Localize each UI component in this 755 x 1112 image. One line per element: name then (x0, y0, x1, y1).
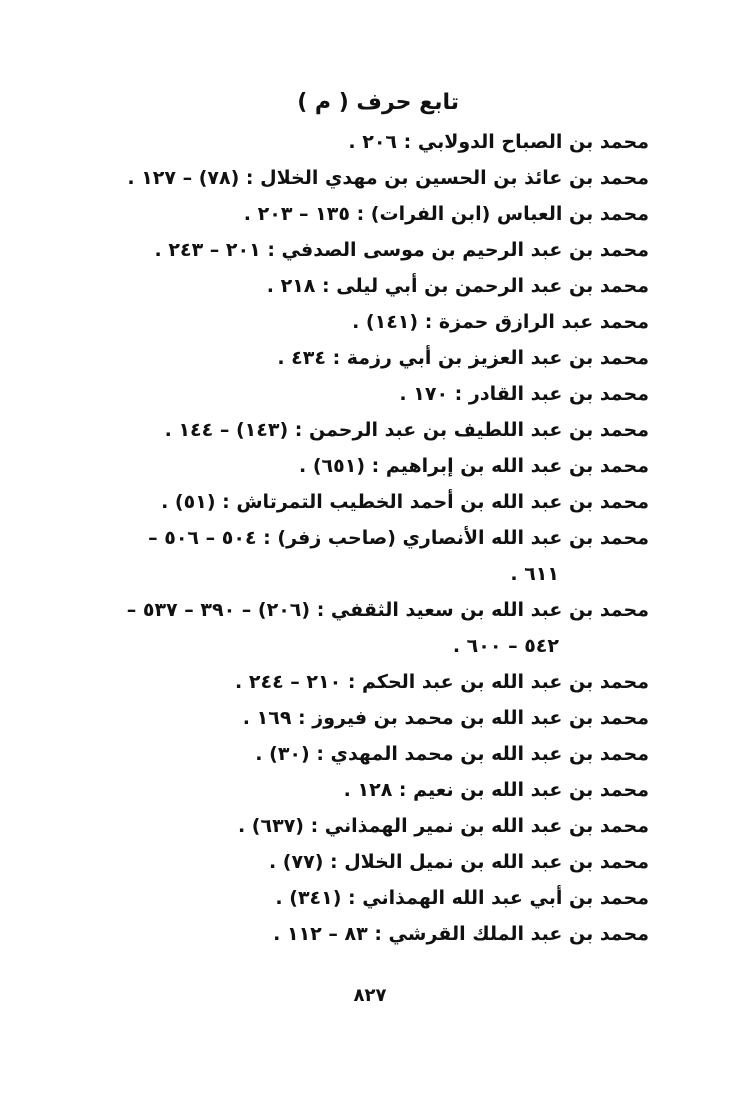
index-entry (89, 520, 649, 592)
entry-text: محمد بن عبد القادر : ١٧٠ . (399, 383, 649, 405)
entry-text: محمد بن عبد الله بن محمد المهدي : (٣٠) . (255, 743, 649, 765)
index-entry (89, 844, 649, 880)
entry-text: محمد بن عبد الله بن عبد الحكم : ٢١٠ – ٢٤٤ . (235, 671, 649, 693)
entry-text: محمد بن عبد الرحمن بن أبي ليلى : ٢١٨ . (266, 275, 649, 297)
entry-text: محمد بن الصباح الدولابي : ٢٠٦ . (348, 131, 649, 153)
entry-text: محمد بن عبد الله بن نمير الهمذاني : (٦٣٧) . (237, 815, 649, 837)
index-entry (89, 448, 649, 484)
index-entry (89, 700, 649, 736)
entry-text: محمد بن عبد الرحيم بن موسى الصدفي : ٢٠١ – ٢٤٣ . (154, 239, 649, 261)
index-entry (89, 268, 649, 304)
index-entry (89, 232, 649, 268)
index-entry (89, 484, 649, 520)
index-entry (89, 592, 649, 664)
entry-text: محمد بن عائذ بن الحسين بن مهدي الخلال : (٧٨) – ١٢٧ . (127, 167, 649, 189)
index-entry (89, 664, 649, 700)
index-entry (89, 124, 649, 160)
index-entries (89, 124, 649, 952)
entry-text: محمد عبد الرازق حمزة : (١٤١) . (352, 311, 649, 333)
entry-text: محمد بن عبد الله بن نعيم : ١٢٨ . (343, 779, 649, 801)
entry-text: محمد بن عبد العزيز بن أبي رزمة : ٤٣٤ . (277, 347, 649, 369)
section-heading: تابع حرف ( م ) (297, 90, 459, 115)
entry-text: محمد بن عبد اللطيف بن عبد الرحمن : (١٤٣) – ١٤٤ . (164, 419, 649, 441)
index-entry (89, 160, 649, 196)
index-entry (89, 916, 649, 952)
index-entry (89, 340, 649, 376)
index-entry (89, 196, 649, 232)
entry-continuation: ٥٤٢ – ٦٠٠ . (452, 635, 559, 657)
entry-text: محمد بن العباس (ابن الفرات) : ١٣٥ – ٢٠٣ . (243, 203, 649, 225)
entry-text: محمد بن عبد الله بن أحمد الخطيب التمرتاش : (٥١) . (161, 491, 649, 513)
index-entry (89, 808, 649, 844)
index-entry (89, 304, 649, 340)
index-entry (89, 736, 649, 772)
entry-text: محمد بن عبد الله بن محمد بن فيروز : ١٦٩ . (242, 707, 649, 729)
index-entry (89, 772, 649, 808)
entry-continuation: ٦١١ . (510, 563, 559, 585)
entry-text: محمد بن عبد الله بن إبراهيم : (٦٥١) . (299, 455, 649, 477)
index-entry (89, 412, 649, 448)
index-entry (89, 880, 649, 916)
page-number: ٨٢٧ (353, 985, 387, 1006)
entry-text: محمد بن عبد الله بن سعيد الثقفي : (٢٠٦) – ٣٩٠ – ٥٣٧ – (126, 599, 649, 621)
entry-text: محمد بن عبد الله الأنصاري (صاحب زفر) : ٥٠٤ – ٥٠٦ – (148, 527, 649, 549)
index-entry (89, 376, 649, 412)
entry-text: محمد بن عبد الملك القرشي : ٨٣ – ١١٢ . (273, 923, 649, 945)
entry-text: محمد بن عبد الله بن نميل الخلال : (٧٧) . (268, 851, 649, 873)
entry-text: محمد بن أبي عبد الله الهمذاني : (٣٤١) . (275, 887, 649, 909)
